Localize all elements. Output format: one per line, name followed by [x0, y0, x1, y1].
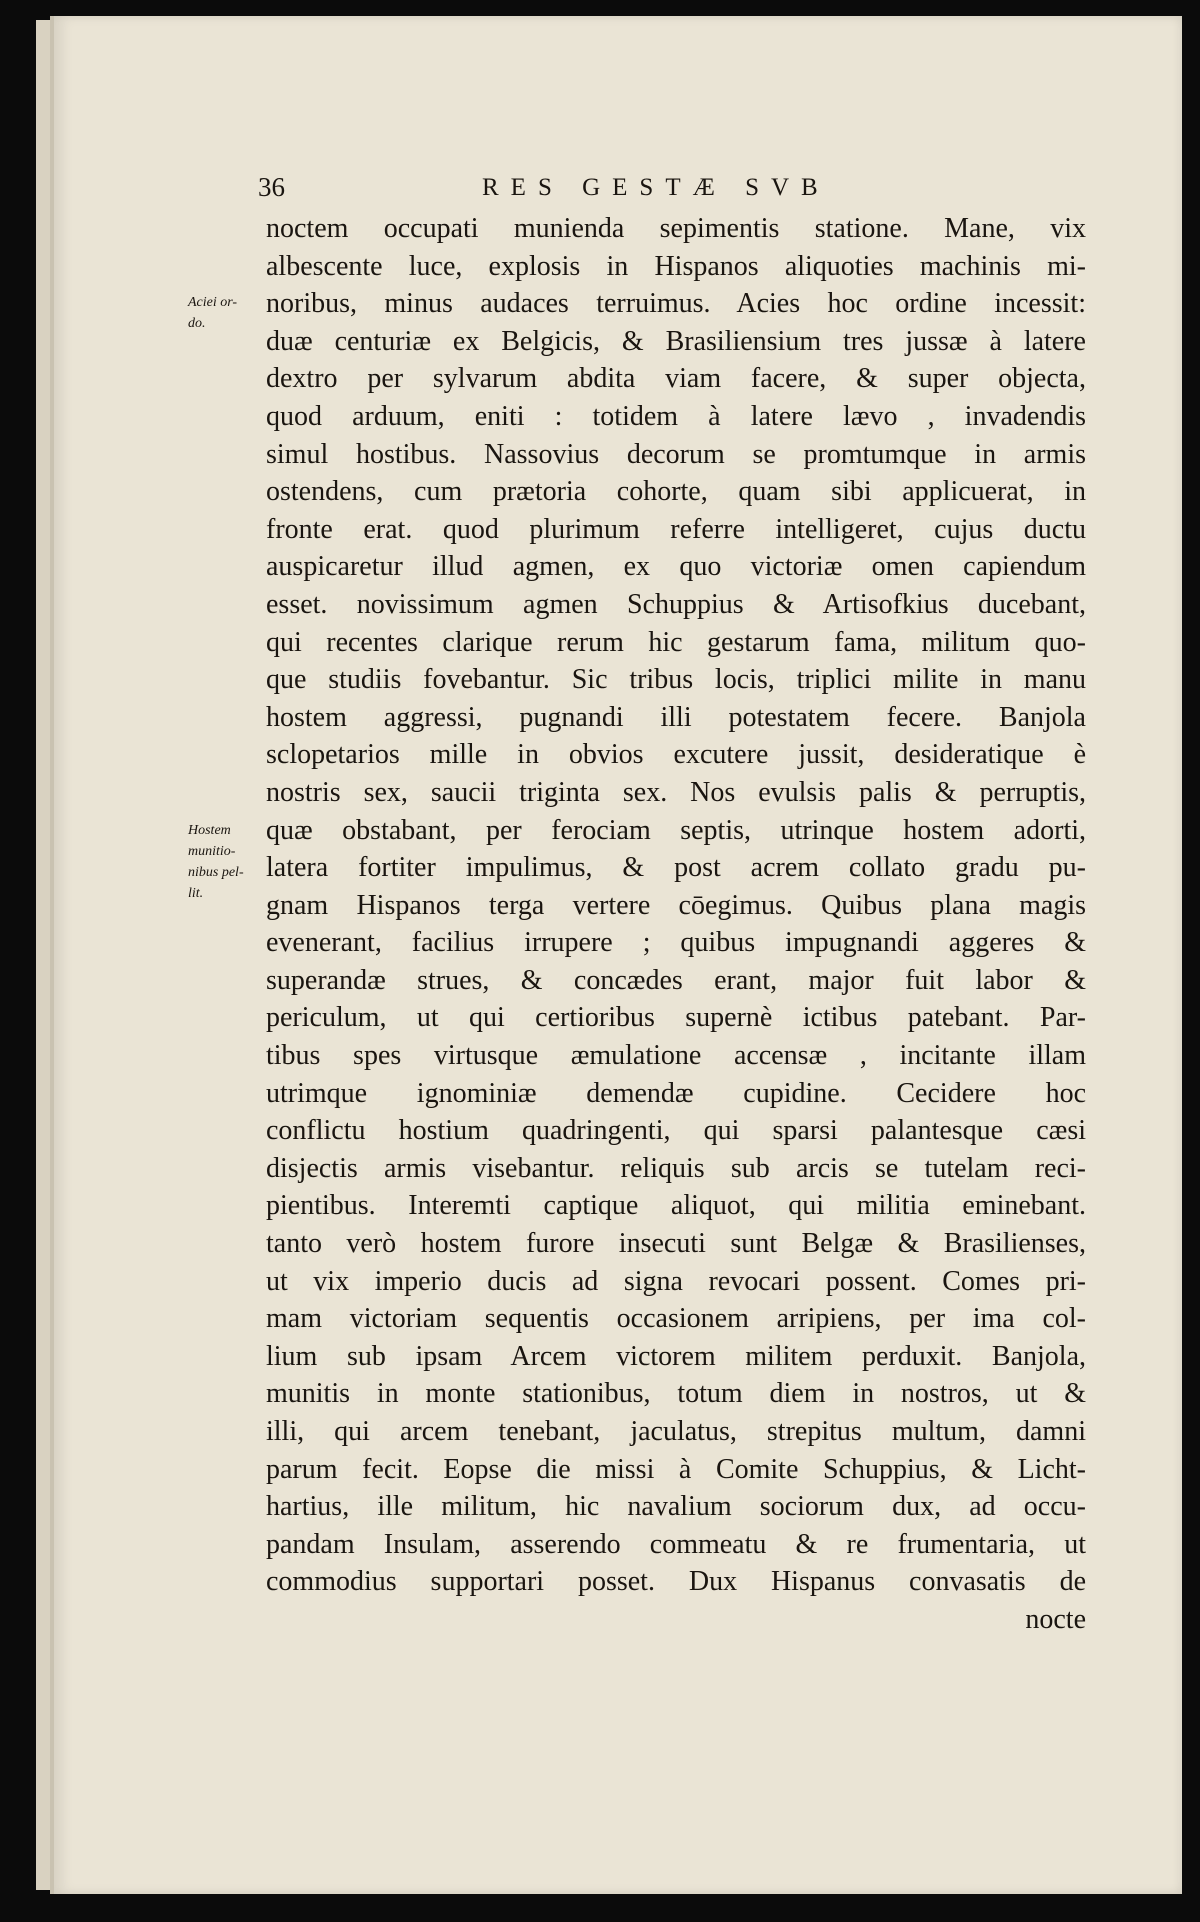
text-line: dextro per sylvarum abdita viam facere, & super objecta,	[266, 363, 1086, 395]
text-line: noctem occupati munienda sepimentis statione. Mane, vix	[266, 213, 1086, 244]
text-line: evenerant, facilius irrupere ; quibus impugnandi aggeres &	[266, 927, 1086, 959]
text-line: hartius, ille militum, hic navalium sociorum dux, ad occu-	[266, 1491, 1086, 1523]
running-title: RES GESTÆ SVB	[482, 174, 830, 201]
text-line: fronte erat. quod plurimum referre intelligeret, cujus ductu	[266, 513, 1086, 545]
text-line: simul hostibus. Nassovius decorum se promtumque in armis	[266, 438, 1086, 470]
text-line: nostris sex, saucii triginta sex. Nos evulsis palis & perruptis,	[266, 776, 1086, 808]
margin-note: Hostem munitio- nibus pel- lit.	[188, 823, 244, 901]
text-line: gnam Hispanos terga vertere cōegimus. Quibus plana magis	[266, 889, 1086, 921]
text-line: tibus spes virtusque æmulatione accensæ , incitante illam	[266, 1040, 1086, 1072]
text-line: ut vix imperio ducis ad signa revocari possent. Comes pri-	[266, 1265, 1086, 1297]
text-line: esset. novissimum agmen Schuppius & Artisofkius ducebant,	[266, 588, 1086, 620]
text-line: illi, qui arcem tenebant, jaculatus, strepitus multum, damni	[266, 1416, 1086, 1447]
text-line: albescente luce, explosis in Hispanos aliquoties machinis mi-	[266, 250, 1086, 282]
margin-note: Aciei or- do.	[188, 295, 238, 331]
text-line: mam victoriam sequentis occasionem arripiens, per ima col-	[266, 1303, 1086, 1335]
text-line: qui recentes clarique rerum hic gestarum fama, militum quo-	[266, 626, 1086, 658]
text-line: conflictu hostium quadringenti, qui sparsi palantesque cæsi	[266, 1115, 1086, 1147]
text-line: pandam Insulam, asserendo commeatu & re frumentaria, ut	[266, 1528, 1086, 1560]
text-line: latera fortiter impulimus, & post acrem collato gradu pu-	[266, 852, 1086, 884]
text-line: noribus, minus audaces terruimus. Acies hoc ordine incessit:	[266, 288, 1086, 320]
text-line: periculum, ut qui certioribus supernè ictibus patebant. Par-	[266, 1002, 1086, 1034]
text-line: parum fecit. Eopse die missi à Comite Schuppius, & Licht-	[266, 1453, 1086, 1485]
text-line: tanto verò hostem furore insecuti sunt Belgæ & Brasilienses,	[266, 1228, 1086, 1260]
page-number: 36	[258, 172, 285, 202]
body-text	[266, 210, 1086, 1639]
text-line: munitis in monte stationibus, totum diem in nostros, ut &	[266, 1378, 1086, 1410]
page-header	[258, 172, 1078, 208]
text-line: superandæ strues, & concædes erant, major fuit labor &	[266, 964, 1086, 996]
text-line: lium sub ipsam Arcem victorem militem perduxit. Banjola,	[266, 1340, 1086, 1372]
text-line: pientibus. Interemti captique aliquot, qui militia eminebant.	[266, 1190, 1086, 1222]
text-line: disjectis armis visebantur. reliquis sub arcis se tutelam reci-	[266, 1152, 1086, 1184]
text-line: sclopetarios mille in obvios excutere jussit, desideratique è	[266, 739, 1086, 771]
text-line: quod arduum, eniti : totidem à latere lævo , invadendis	[266, 400, 1086, 432]
text-line: quæ obstabant, per ferociam septis, utrinque hostem adorti,	[266, 814, 1086, 846]
text-line: auspicaretur illud agmen, ex quo victoriæ omen capiendum	[266, 551, 1086, 583]
text-line: que studiis fovebantur. Sic tribus locis, triplici milite in manu	[266, 664, 1086, 696]
text-line: hostem aggressi, pugnandi illi potestatem fecere. Banjola	[266, 701, 1086, 733]
text-line: commodius supportari posset. Dux Hispanus convasatis de	[266, 1566, 1086, 1598]
text-line: nocte	[1025, 1603, 1086, 1635]
text-line: utrimque ignominiæ demendæ cupidine. Cecidere hoc	[266, 1077, 1086, 1109]
text-line: duæ centuriæ ex Belgicis, & Brasiliensium tres jussæ à latere	[266, 325, 1086, 357]
text-line: ostendens, cum prætoria cohorte, quam sibi applicuerat, in	[266, 476, 1086, 508]
